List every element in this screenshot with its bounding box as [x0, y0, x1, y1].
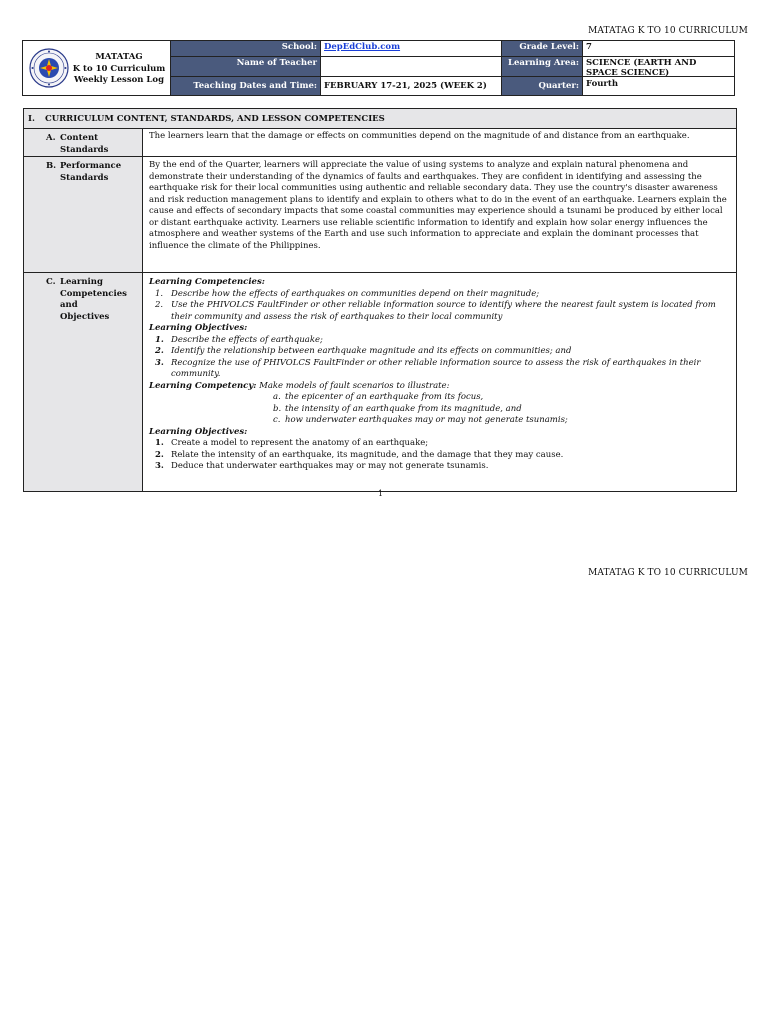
learning-competencies-row [24, 273, 736, 491]
title-line-3: Weekly Lesson Log [73, 75, 165, 85]
teacher-value [320, 57, 502, 77]
fault-scenarios-list [149, 392, 731, 427]
list-item: 1. Describe the effects of earthquake; [155, 334, 323, 345]
content-standards-label [24, 129, 143, 156]
list-item: 3. Recognize the use of PHIVOLCS FaultFinder or other reliable information source to assess the risk of earthquakes in their community. [155, 357, 701, 379]
content-standards-row [24, 129, 736, 157]
school-value [320, 41, 502, 57]
competency2-heading: Learning Competency: [149, 380, 257, 391]
row-letter: B. [46, 161, 57, 171]
dates-value: FEBRUARY 17-21, 2025 (WEEK 2) [320, 77, 502, 95]
content-standards-text: The learners learn that the damage or effects on communities depend on the magnitude of and distance from an earthquake. [149, 131, 690, 141]
competency2-text: Make models of fault scenarios to illustrate: [259, 380, 450, 391]
learning-competencies-body [144, 273, 736, 491]
competencies-heading: Learning Competencies: [149, 277, 265, 287]
page-number: 1 [378, 489, 384, 498]
list-item: a. the epicenter of an earthquake from its focus, [273, 392, 484, 402]
row-letter: C. [46, 277, 56, 287]
quarter-value: Fourth [582, 77, 734, 95]
title-line-1: MATATAG [95, 52, 143, 62]
list-item: 1. Create a model to represent the anatomy of an earthquake; [155, 438, 429, 448]
list-item: b. the intensity of an earthquake from its magnitude, and [273, 403, 522, 414]
page-2 [0, 560, 768, 1024]
curriculum-label: MATATAG K TO 10 CURRICULUM [588, 26, 748, 36]
performance-standards-row [24, 157, 736, 273]
objectives2-list [149, 438, 731, 473]
list-item: 2. Relate the intensity of an earthquake, its magnitude, and the damage that they may cause. [155, 449, 564, 460]
area-value: SCIENCE (EARTH AND SPACE SCIENCE) [582, 57, 734, 77]
title-line-2: K to 10 Curriculum [72, 63, 166, 74]
logo-cell [23, 41, 171, 95]
objectives2-heading: Learning Objectives: [149, 426, 248, 437]
row-letter: A. [46, 133, 56, 143]
school-label: School: [171, 41, 320, 57]
lesson-log-header [22, 40, 735, 96]
section-heading [24, 109, 736, 129]
list-item: c. how underwater earthquakes may or may not generate tsunamis; [273, 415, 568, 425]
objectives-list [149, 335, 731, 381]
performance-standards-label [24, 157, 143, 272]
dates-label: Teaching Dates and Time: [171, 77, 320, 95]
section-number: I. [28, 114, 35, 124]
row-label-text: Performance Standards [60, 161, 122, 183]
row-label-text: Content Standards [60, 133, 109, 155]
lesson-log-title [69, 52, 169, 87]
curriculum-content-table [23, 108, 737, 492]
list-item: 2. Identify the relationship between earthquake magnitude and its effects on communities; and [155, 346, 572, 356]
curriculum-label: MATATAG K TO 10 CURRICULUM [588, 568, 748, 578]
teacher-label: Name of Teacher [171, 57, 320, 77]
list-item: 3. Deduce that underwater earthquakes may or may not generate tsunamis. [155, 461, 489, 471]
performance-standards-text: By the end of the Quarter, learners will appreciate the value of using systems to analyze and explain natural phenomena and demonstrate their understanding of the dynamics of faults and earthquakes. They are confident in identifying and assessing the earthquake risk for their local communities using authentic and reliable secondary data. They use the country's disaster awareness and risk reduction management plans to identify and explain to others what to do in the event of an earthquake. Learners explain the cause and effects of secondary impacts that some coastal communities may experience should a tsunami be produced by either local or distant earthquake activity. Learners use reliable scientific information to identify and explain how solar energy influences the atmosphere and weather systems of the Earth and use such information to appreciate and explain the dominant processes that influence the climate of the Philippines. [149, 160, 727, 251]
competencies-list [149, 289, 731, 324]
learning-competencies-label [24, 273, 143, 491]
row-label-text: Learning Competencies and Objectives [60, 277, 127, 322]
area-label: Learning Area: [502, 57, 582, 77]
competency2-line [149, 381, 731, 393]
list-item: 2. Use the PHIVOLCS FaultFinder or other reliable information source to identify where the nearest fault system is located from their community and assess the risk of earthquakes to their local community [155, 300, 716, 322]
school-link[interactable]: DepEdClub.com [324, 42, 401, 52]
section-title: CURRICULUM CONTENT, STANDARDS, AND LESSON COMPETENCIES [44, 114, 385, 124]
grade-value: 7 [582, 41, 734, 57]
quarter-label: Quarter: [502, 77, 582, 95]
list-item: 1. Describe how the effects of earthquakes on communities depend on their magnitude; [155, 288, 540, 299]
objectives-heading: Learning Objectives: [149, 323, 248, 333]
grade-label: Grade Level: [502, 41, 582, 57]
deped-seal-icon [29, 48, 69, 88]
